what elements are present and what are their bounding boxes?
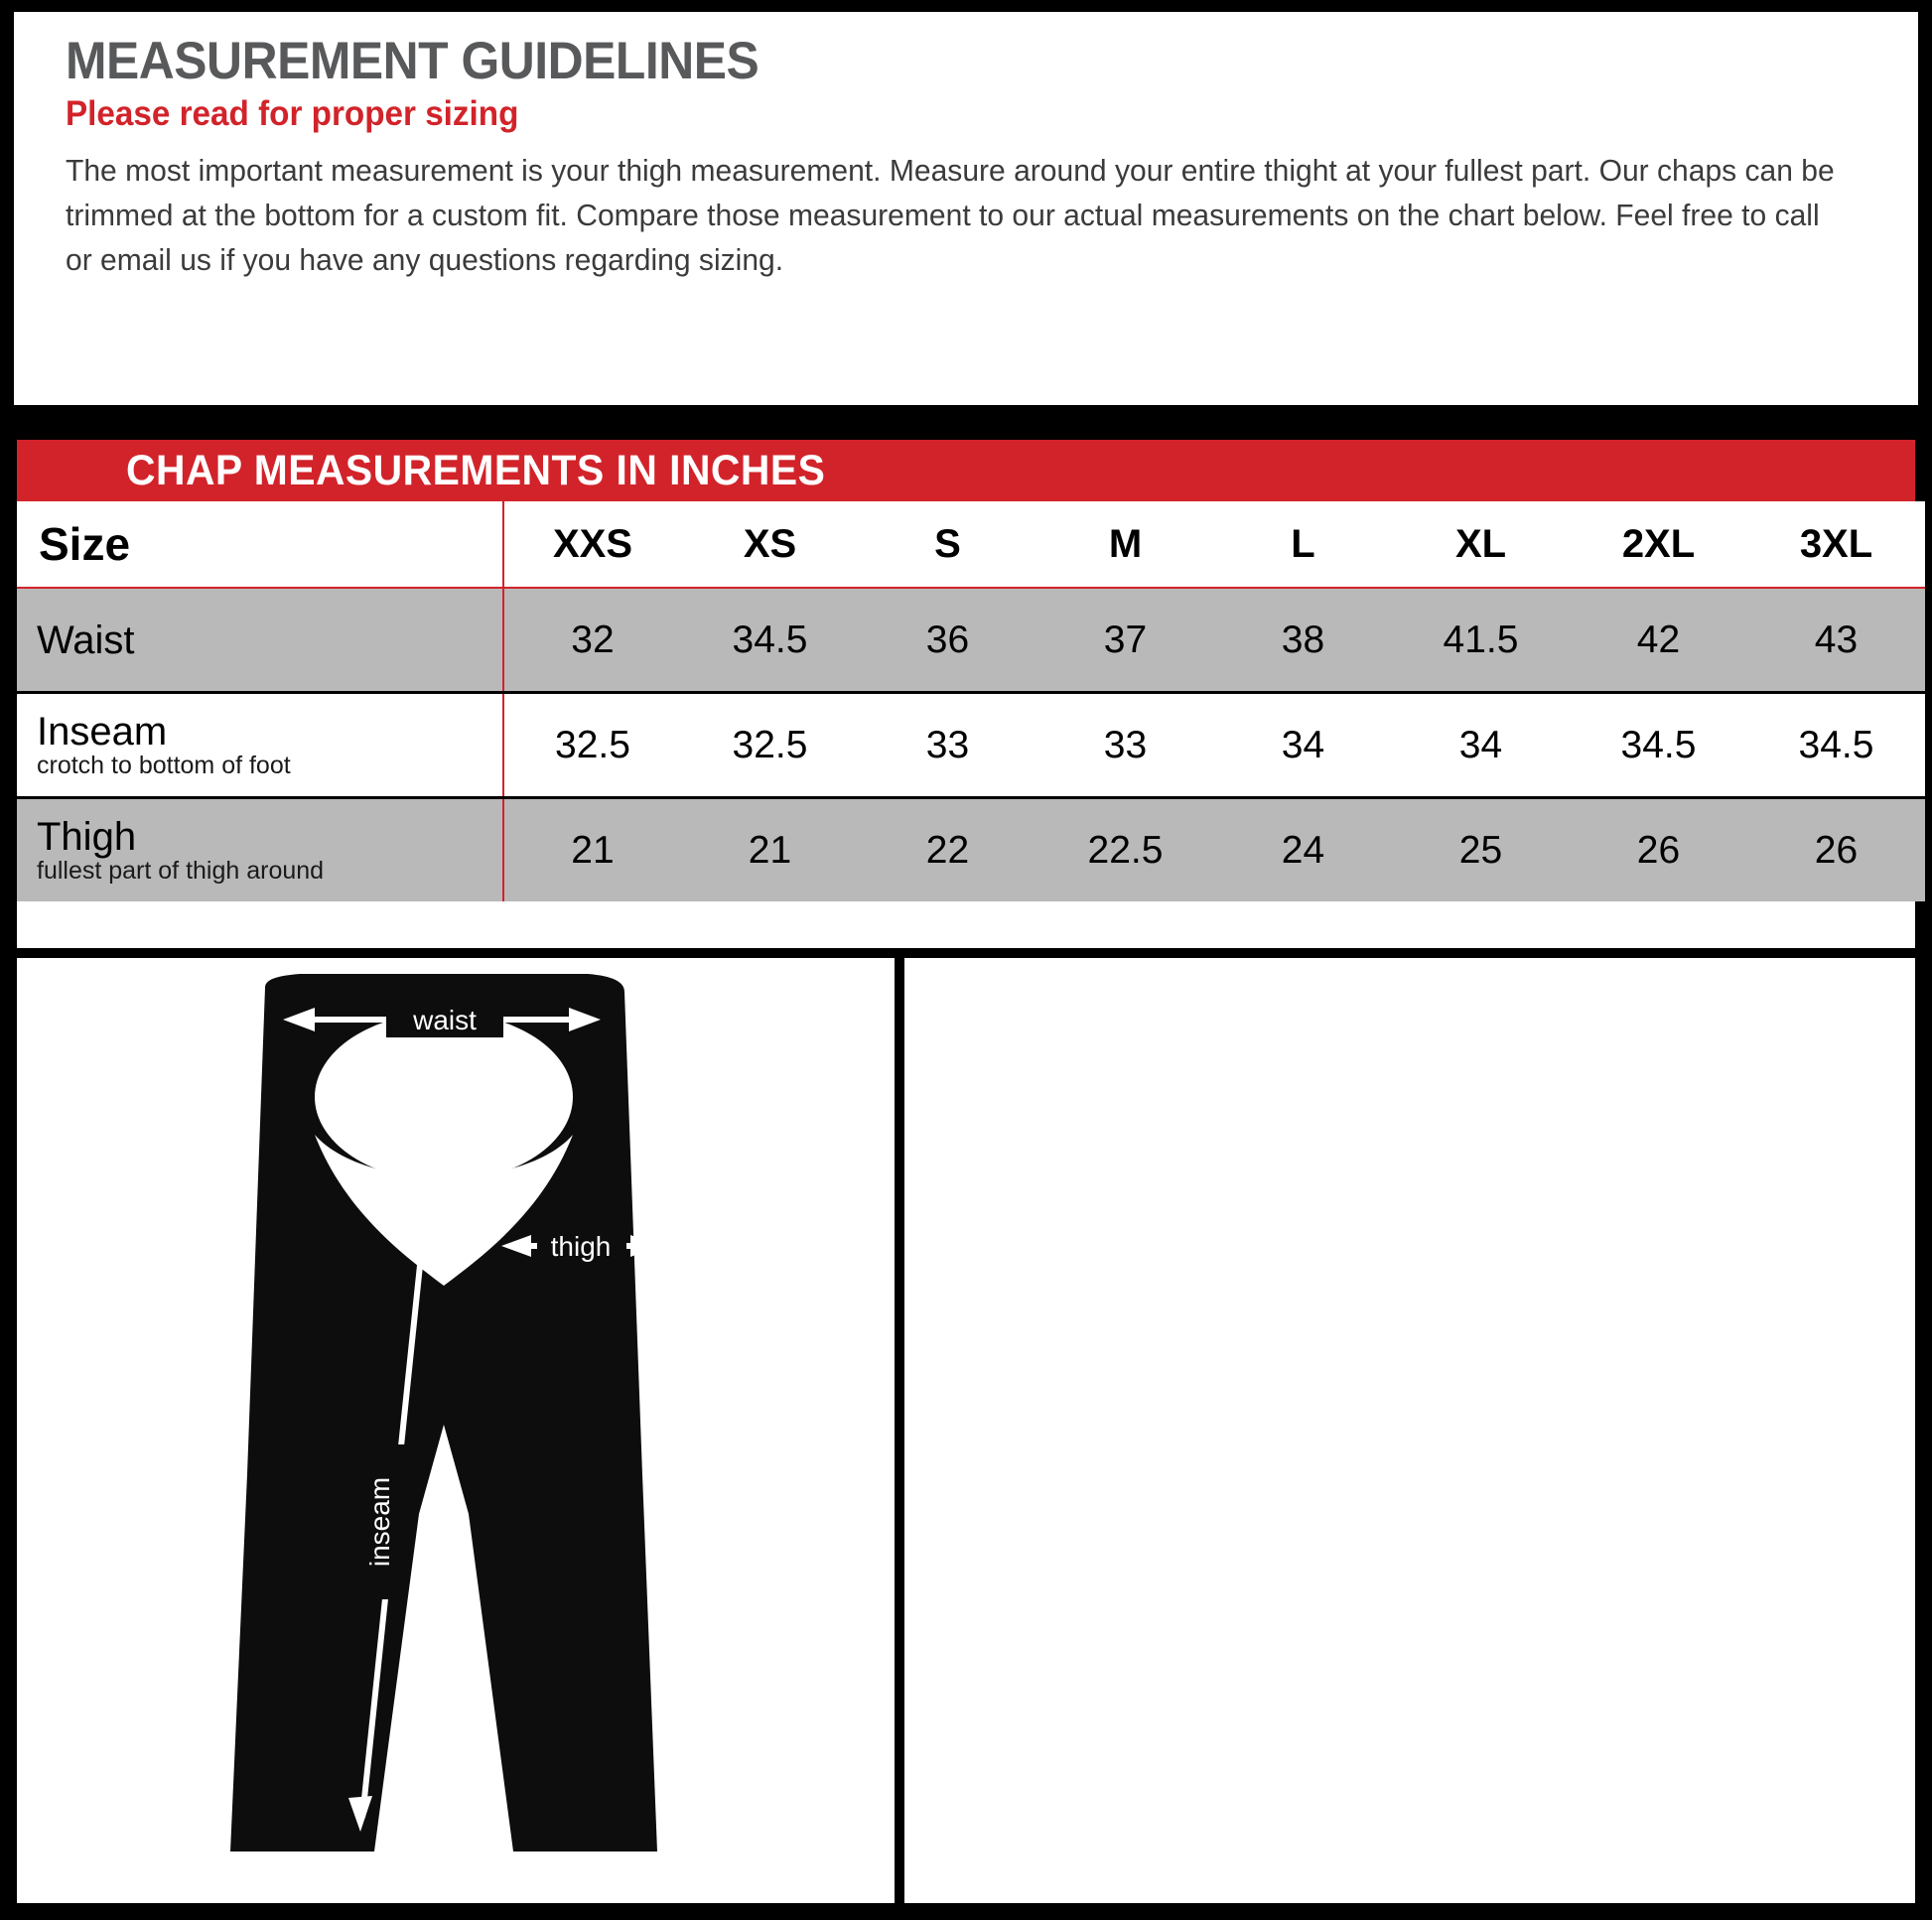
cell-waist-xxs: 32 (503, 588, 681, 691)
cell-inseam-xs: 32.5 (681, 694, 859, 796)
blank-panel (901, 955, 1918, 1906)
cell-waist-3xl: 43 (1747, 588, 1925, 691)
cell-thigh-xl: 25 (1392, 799, 1570, 901)
guidelines-body-text: The most important measurement is your thigh measurement. Measure around your entire thight at your fullest part. Our chaps can be trimmed at the bottom for a custom fit. Compare those measurement to our actual measurements on the chart below. Feel free to call or email us if you have any questions regarding sizing. (66, 154, 1835, 277)
chaps-diagram (17, 958, 895, 1903)
cell-thigh-s: 22 (859, 799, 1036, 901)
cell-thigh-xs: 21 (681, 799, 859, 901)
size-table (17, 501, 1925, 901)
crotch-cutout (315, 1013, 573, 1181)
header-size-label: Size (17, 501, 503, 588)
row-label-waist (17, 588, 503, 691)
chaps-diagram-panel (14, 955, 897, 1906)
table-row (17, 799, 1925, 901)
cell-waist-m: 37 (1036, 588, 1214, 691)
cell-inseam-3xl: 34.5 (1747, 694, 1925, 796)
cell-thigh-2xl: 26 (1570, 799, 1747, 901)
table-row (17, 588, 1925, 691)
cell-thigh-3xl: 26 (1747, 799, 1925, 901)
cell-waist-l: 38 (1214, 588, 1392, 691)
cell-inseam-l: 34 (1214, 694, 1392, 796)
chart-title-bar (17, 440, 1915, 501)
cell-inseam-xxs: 32.5 (503, 694, 681, 796)
header-col-m: M (1036, 501, 1214, 588)
cell-waist-xs: 34.5 (681, 588, 859, 691)
cell-waist-2xl: 42 (1570, 588, 1747, 691)
header-col-2xl: 2XL (1570, 501, 1747, 588)
header-col-3xl: 3XL (1747, 501, 1925, 588)
chart-title: CHAP MEASUREMENTS IN INCHES (126, 446, 826, 494)
cell-inseam-2xl: 34.5 (1570, 694, 1747, 796)
cell-thigh-l: 24 (1214, 799, 1392, 901)
header-col-l: L (1214, 501, 1392, 588)
header-col-s: S (859, 501, 1036, 588)
row-label-inseam (17, 694, 503, 796)
page-title: MEASUREMENT GUIDELINES (66, 32, 759, 90)
cell-waist-xl: 41.5 (1392, 588, 1570, 691)
header-col-xxs: XXS (503, 501, 681, 588)
table-header-row (17, 501, 1925, 588)
page-subtitle: Please read for proper sizing (66, 93, 519, 133)
cell-thigh-xxs: 21 (503, 799, 681, 901)
thigh-label: thigh (550, 1231, 612, 1262)
table-row (17, 694, 1925, 796)
row-label-inseam-text: Inseam (37, 710, 168, 754)
measurements-chart (14, 437, 1918, 951)
waist-label: waist (413, 1005, 477, 1035)
row-label-thigh-text: Thigh (37, 815, 137, 859)
row-label-thigh (17, 799, 503, 901)
measurement-guidelines-panel (14, 12, 1918, 405)
row-sublabel-thigh: fullest part of thigh around (37, 857, 325, 885)
cell-inseam-s: 33 (859, 694, 1036, 796)
cell-thigh-m: 22.5 (1036, 799, 1214, 901)
cell-inseam-m: 33 (1036, 694, 1214, 796)
header-col-xs: XS (681, 501, 859, 588)
inseam-label: inseam (364, 1476, 395, 1568)
cell-inseam-xl: 34 (1392, 694, 1570, 796)
row-label-waist-text: Waist (37, 617, 135, 662)
header-col-xl: XL (1392, 501, 1570, 588)
cell-waist-s: 36 (859, 588, 1036, 691)
row-sublabel-inseam: crotch to bottom of foot (37, 752, 291, 779)
